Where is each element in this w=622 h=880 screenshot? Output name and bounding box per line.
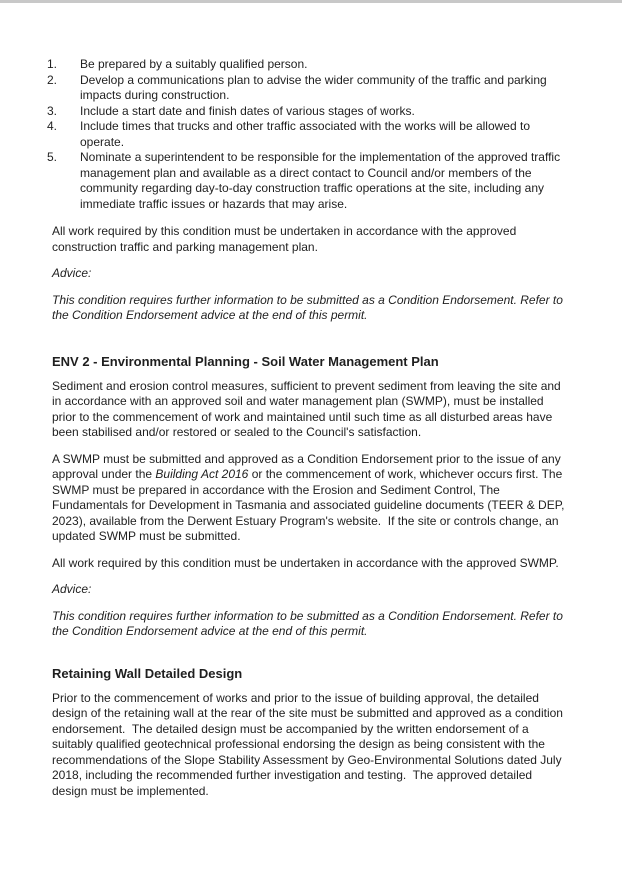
list-item — [47, 150, 570, 212]
traffic-plan-requirements-list — [47, 57, 570, 212]
building-act-reference: Building Act 2016 — [155, 467, 249, 481]
list-item-number: 5. — [47, 150, 58, 164]
list-item-text: Be prepared by a suitably qualified person. — [80, 57, 308, 71]
swmp-paragraph-text: or the commencement of work, whichever occurs first. The SWMP must be prepared in accordance with the Erosion and Sediment Control, The Fundamentals for Development in Tasmania and associated guideline documents (TEER & DEP, 2023), available from the Derwent Estuary Program's website. If the site or controls change, an updated SWMP must be submitted. — [52, 467, 568, 543]
swmp-paragraph-text: A SWMP must be submitted and approved as a Condition Endorsement prior to the issue of any approval under the — [52, 451, 565, 481]
traffic-advice-label: Advice: — [52, 266, 92, 280]
env2-advice-label: Advice: — [52, 582, 92, 596]
list-item-number: 3. — [47, 103, 58, 118]
list-item — [47, 104, 570, 120]
env2-swmp-endorsement-paragraph — [52, 452, 570, 545]
env2-section-heading: ENV 2 - Environmental Planning - Soil Water Management Plan — [52, 353, 439, 369]
list-item-number: 1. — [47, 57, 58, 71]
env2-compliance-paragraph: All work required by this condition must be undertaken in accordance with the approved SWMP. — [52, 555, 559, 570]
scan-edge-bar — [0, 0, 622, 3]
traffic-compliance-paragraph: All work required by this condition must be undertaken in accordance with the approved construction traffic and parking management plan. — [52, 224, 520, 254]
env2-advice-paragraph: This condition requires further information to be submitted as a Condition Endorsement. Refer to the Condition Endorsement advice at the end of this permit. — [52, 608, 567, 638]
list-item — [47, 73, 570, 104]
list-item-number: 4. — [47, 119, 58, 133]
retaining-wall-section-heading: Retaining Wall Detailed Design — [52, 665, 243, 681]
traffic-advice-paragraph: This condition requires further information to be submitted as a Condition Endorsement. Refer to the Condition Endorsement advice at the end of this permit. — [52, 292, 567, 322]
env2-sediment-paragraph: Sediment and erosion control measures, sufficient to prevent sediment from leaving the site and in accordance with an approved soil and water management plan (SWMP), must be installed prior to the commencement of work and maintained until such time as all disturbed areas have been stabilised and/or restored or sealed to the Council's satisfaction. — [52, 378, 565, 439]
list-item-number: 2. — [47, 72, 58, 87]
list-item-text: Include times that trucks and other traffic associated with the works will be allowed to operate. — [80, 119, 534, 149]
list-item-text: Include a start date and finish dates of various stages of works. — [80, 103, 415, 118]
list-item-text: Nominate a superintendent to be responsible for the implementation of the approved traffic management plan and available as a direct contact to Council and/or members of the community regarding day-to-day construction traffic operations at the site, including any immediate traffic issues or hazards that may arise. — [80, 150, 564, 211]
list-item-text: Develop a communications plan to advise the wider community of the traffic and parking impacts during construction. — [80, 72, 551, 102]
list-item — [47, 57, 570, 73]
retaining-wall-paragraph: Prior to the commencement of works and prior to the issue of building approval, the detailed design of the retaining wall at the rear of the site must be submitted and approved as a condition endorsement. The detailed design must be accompanied by the written endorsement of a suitably qualified geotechnical professional endorsing the design as being consistent with the recommendations of the Slope Stability Assessment by Geo-Environmental Solutions dated July 2018, including the recommended further investigation and testing. The approved detailed design must be implemented. — [52, 690, 567, 798]
list-item — [47, 119, 570, 150]
document-content — [47, 57, 570, 810]
